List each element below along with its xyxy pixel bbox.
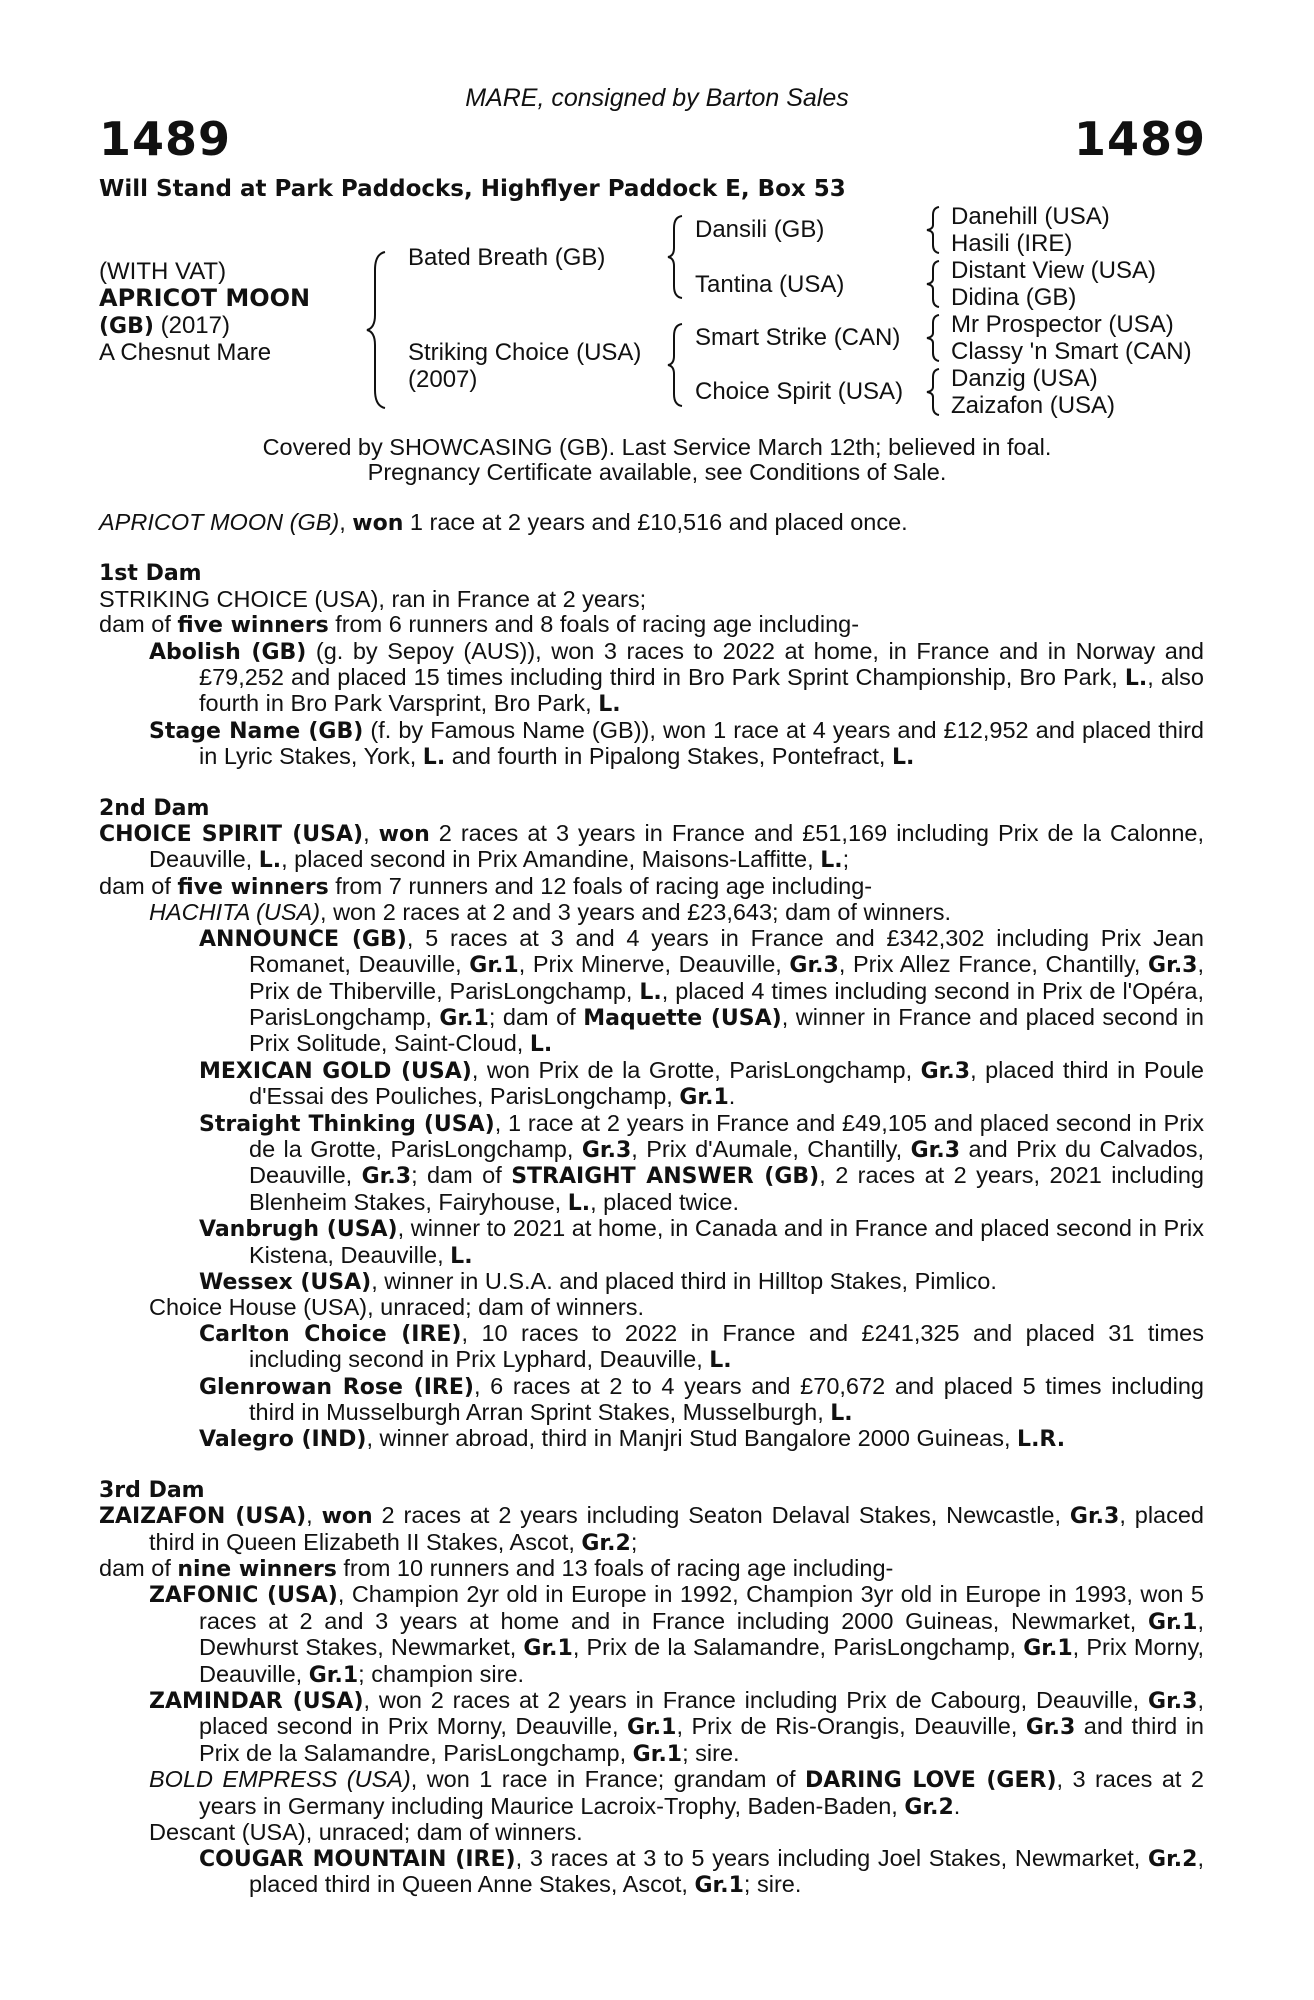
covered-line-1: Covered by SHOWCASING (GB). Last Service March 12th; believed in foal. [262,434,1052,460]
dam-dam: Choice Spirit (USA) [695,378,904,405]
sire-line-brace [666,214,686,300]
dam-dam-dam: Zaizafon (USA) [951,392,1116,419]
dam-dam-sire: Danzig (USA) [951,365,1098,392]
horse-description: A Chesnut Mare [99,339,272,366]
list-item: Choice House (USA), unraced; dam of winners. [149,1294,645,1321]
sire: Bated Breath (GB) [408,244,606,271]
sire-dam: Tantina (USA) [695,271,845,298]
consignment-line: MARE, consigned by Barton Sales [465,84,849,112]
brace-4b [925,259,943,309]
horse-record: APRICOT MOON (GB), won 1 race at 2 years and £10,516 and placed once. [99,509,908,536]
list-item: ANNOUNCE (GB), 5 races at 3 and 4 years in France and £342,302 including Prix Jean Romanet, Deauville, Gr.1, Prix Minerve, Deauville, Gr.3, Prix Allez France, Chantilly, Gr.3, Prix de Thiberville, ParisLongchamp, L., placed 4 times including second in Prix de l'Opéra, ParisLongchamp, Gr.1; dam of Maquette (USA), winner in France and placed second in Prix Solitude, Saint-Cloud, L. [199,924,1205,1058]
sire-sire: Dansili (GB) [695,216,825,243]
list-item: BOLD EMPRESS (USA), won 1 race in France; grandam of DARING LOVE (GER), 3 races at 2 years in Germany including Maurice Lacroix-Trophy, Baden-Baden, Gr.2. [149,1766,1204,1820]
list-item: COUGAR MOUNTAIN (IRE), 3 races at 3 to 5 years including Joel Stakes, Newmarket, Gr.2, placed third in Queen Anne Stakes, Ascot, Gr.1; sire. [199,1844,1204,1898]
list-item: ZAMINDAR (USA), won 2 races at 2 years in France including Prix de Cabourg, Deauville, Gr.3, placed second in Prix Morny, Deauville, Gr.1, Prix de Ris-Orangis, Deauville, Gr.3 and third in Prix de la Salamandre, ParisLongchamp, Gr.1; sire. [149,1687,1204,1767]
list-item: Wessex (USA), winner in U.S.A. and placed third in Hilltop Stakes, Pimlico. [199,1267,997,1295]
first-dam-record: STRIKING CHOICE (USA), ran in France at 2 years; [99,585,647,612]
pregnancy-line: Pregnancy Certificate available, see Conditions of Sale. [367,459,947,485]
second-dam-produce: dam of five winners from 7 runners and 12 foals of racing age including- [99,872,873,900]
horse-name: APRICOT MOON [99,284,311,312]
sire-dam-dam: Didina (GB) [951,284,1077,311]
list-item: ZAFONIC (USA), Champion 2yr old in Europe in 1992, Champion 3yr old in Europe in 1993, won 5 races at 2 and 3 years at home and in France including 2000 Guineas, Newmarket, Gr.1, Dewhurst Stakes, Newmarket, Gr.1, Prix de la Salamandre, ParisLongchamp, Gr.1, Prix Morny, Deauville, Gr.1; champion sire. [149,1581,1205,1688]
third-dam-produce: dam of nine winners from 10 runners and 13 foals of racing age including- [99,1555,894,1583]
third-dam-record: ZAIZAFON (USA), won 2 races at 2 years including Seaton Delaval Stakes, Newcastle, Gr.3, placed third in Queen Elizabeth II Stakes, Ascot, Gr.2; [99,1502,1204,1556]
list-item: MEXICAN GOLD (USA), won Prix de la Grotte, ParisLongchamp, Gr.3, placed third in Poule d'Essai des Pouliches, ParisLongchamp, Gr.1. [199,1056,1204,1111]
produce-record [99,510,1204,1898]
stand-location: Will Stand at Park Paddocks, Highflyer Paddock E, Box 53 [99,176,846,202]
first-dam-produce: dam of five winners from 6 runners and 8 foals of racing age including- [99,611,860,639]
third-dam-heading: 3rd Dam [99,1477,205,1503]
dam: Striking Choice (USA) [408,339,642,366]
dam-line-brace [666,322,686,408]
lot-number-right: 1489 [1073,112,1206,166]
dam-year: (2007) [408,366,478,393]
list-item: Abolish (GB) (g. by Sepoy (AUS)), won 3 races to 2022 at home, in France and in Norway and £79,252 and placed 15 times including third in Bro Park Sprint Championship, Bro Park, L., also fourth in Bro Park Varsprint, Bro Park, L. [149,637,1204,718]
horse-origin: (GB) (2017) [99,312,230,339]
sire-dam-sire: Distant View (USA) [951,257,1156,284]
list-item: HACHITA (USA), won 2 races at 2 and 3 years and £23,643; dam of winners. [149,899,951,926]
lot-number-left: 1489 [99,112,232,166]
sire-dam-brace [365,250,389,410]
brace-4c [925,313,943,363]
sire-sire-sire: Danehill (USA) [951,203,1110,230]
second-dam-record: CHOICE SPIRIT (USA), won 2 races at 3 years in France and £51,169 including Prix de la Calonne, Deauville, L., placed second in Prix Amandine, Maisons-Laffitte, L.; [99,820,1205,874]
dam-sire: Smart Strike (CAN) [695,324,901,351]
dam-sire-sire: Mr Prospector (USA) [951,311,1174,338]
dam-sire-dam: Classy 'n Smart (CAN) [951,338,1192,365]
list-item: Straight Thinking (USA), 1 race at 2 years in France and £49,105 and placed second in Prix de la Grotte, ParisLongchamp, Gr.3, Prix d'Aumale, Chantilly, Gr.3 and Prix du Calvados, Deauville, Gr.3; dam of STRAIGHT ANSWER (GB), 2 races at 2 years, 2021 including Blenheim Stakes, Fairyhouse, L., placed twice. [199,1109,1205,1216]
first-dam-heading: 1st Dam [99,561,202,587]
second-dam-heading: 2nd Dam [99,795,210,821]
brace-4a [925,205,943,255]
list-item: Descant (USA), unraced; dam of winners. [149,1819,583,1846]
list-item: Valegro (IND), winner abroad, third in Manjri Stud Bangalore 2000 Guineas, L.R. [199,1425,1066,1453]
brace-4d [925,367,943,417]
sire-sire-dam: Hasili (IRE) [951,230,1073,257]
list-item: Carlton Choice (IRE), 10 races to 2022 in France and £241,325 and placed 31 times including second in Prix Lyphard, Deauville, L. [199,1319,1204,1374]
list-item: Stage Name (GB) (f. by Famous Name (GB)), won 1 race at 4 years and £12,952 and placed third in Lyric Stakes, York, L. and fourth in Pipalong Stakes, Pontefract, L. [149,716,1204,771]
vat-label: (WITH VAT) [99,258,227,285]
list-item: Glenrowan Rose (IRE), 6 races at 2 to 4 years and £70,672 and placed 5 times including third in Musselburgh Arran Sprint Stakes, Musselburgh, L. [199,1372,1204,1426]
list-item: Vanbrugh (USA), winner to 2021 at home, in Canada and in France and placed second in Prix Kistena, Deauville, L. [199,1215,1204,1269]
